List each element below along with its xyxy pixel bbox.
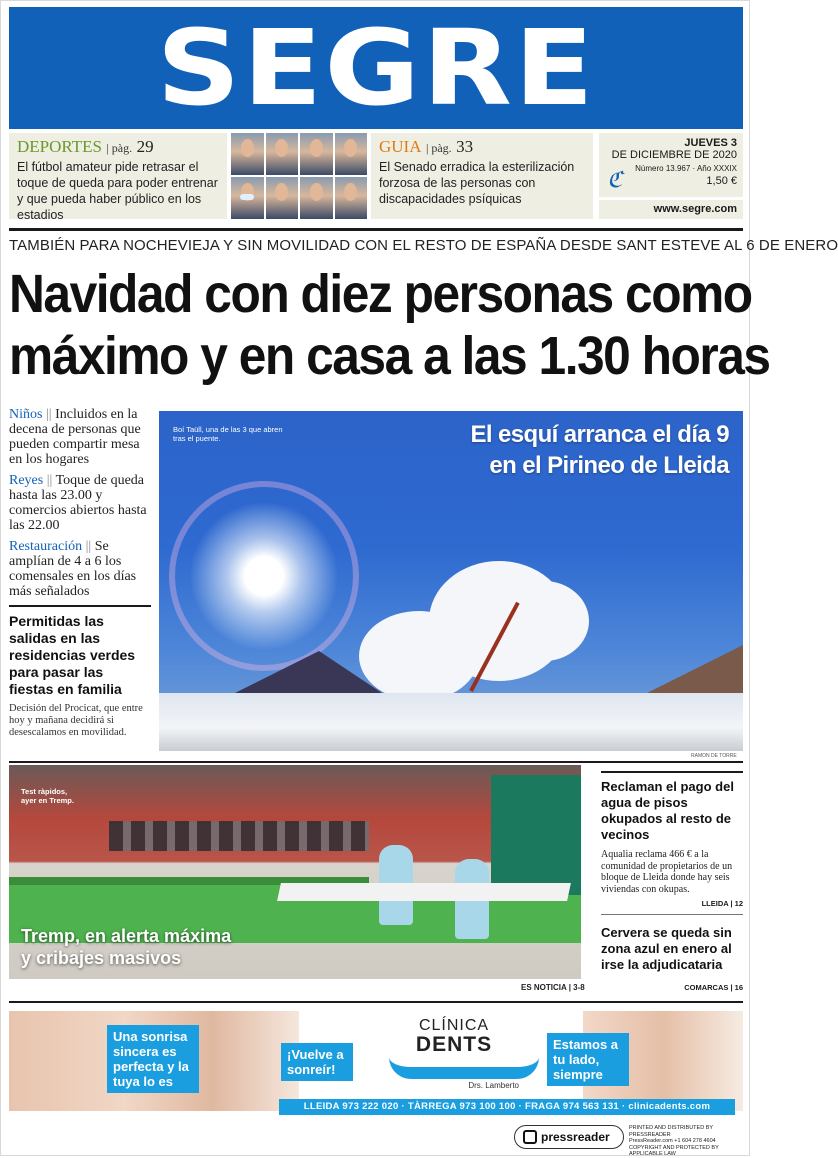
- divider: [9, 1001, 743, 1003]
- snow-slope: [159, 693, 743, 751]
- photo-credit: RAMON DE TORRE: [691, 753, 737, 759]
- brief-sep: ||: [45, 407, 52, 422]
- teaser-sep: |: [106, 141, 112, 155]
- teaser-text: El Senado erradica la esterilización forzosa de las personas con discapacidades psíquicas: [379, 160, 575, 206]
- briefs-list: [9, 407, 151, 599]
- ad-bubble: ¡Vuelve a sonreír!: [281, 1043, 353, 1081]
- brief-head: Reyes: [9, 473, 44, 488]
- logo-line: DENTS: [415, 1033, 493, 1056]
- ad-bubble: Estamos a tu lado, siempre: [547, 1033, 629, 1086]
- pressreader-button[interactable]: [514, 1125, 624, 1149]
- teaser-page-label: pàg.: [111, 141, 133, 155]
- brief-text: Se amplían de 4 a 6 los comensales en los días más señalados: [9, 539, 137, 599]
- divider: [9, 605, 151, 607]
- tremp-headline-line: y cribajes masivos: [21, 948, 182, 968]
- face-photo: [300, 133, 333, 175]
- tremp-headline[interactable]: [21, 925, 231, 969]
- clinica-dents-logo: [389, 1017, 519, 1090]
- teaser-section: DEPORTES: [17, 137, 102, 156]
- brief-text: Toque de queda hasta las 23.00 y comercios abiertos hasta las 22.00: [9, 473, 147, 533]
- brief-item: [9, 407, 151, 467]
- clinica-dents-ad[interactable]: [9, 1011, 743, 1119]
- teaser-page-number: 29: [136, 137, 154, 156]
- brief-text: Incluidos en la decena de personas que pueden compartir mesa en los hogares: [9, 407, 141, 467]
- edition-day: JUEVES 3: [684, 137, 737, 149]
- teaser-deportes[interactable]: [9, 133, 227, 222]
- teaser-sep: |: [425, 141, 432, 155]
- logo-line: CLÍNICA: [418, 1017, 490, 1034]
- brief-head: Restauración: [9, 539, 83, 554]
- residencias-headline[interactable]: Permitidas las salidas en las residencias verdes para pasar las fiestas en familia: [9, 613, 136, 697]
- ad-contact-strip[interactable]: LLEIDA 973 222 020 · TÀRREGA 973 100 100 · FRAGA 974 563 131 · clinicadents.com: [279, 1099, 735, 1115]
- sun: [189, 501, 339, 651]
- divider: [9, 228, 743, 231]
- face-photo: [231, 177, 264, 219]
- pressreader-info-line: PressReader.com +1 604 278 4604: [629, 1138, 716, 1144]
- headline-line: Navidad con diez personas como: [9, 264, 752, 324]
- date-block: [599, 133, 743, 219]
- snow-cloud: [499, 581, 589, 661]
- teaser-bar: [9, 133, 743, 222]
- left-column: [9, 407, 151, 739]
- face-photo: [266, 133, 299, 175]
- brief-item: [9, 539, 151, 599]
- face-photo: [335, 177, 368, 219]
- ski-caption: Boí Taüll, una de las 3 que abren tras el puente.: [173, 425, 283, 443]
- teaser-page-number: 33: [456, 137, 474, 156]
- face-photo: [335, 133, 368, 175]
- okupados-headline[interactable]: Reclaman el pago del agua de pisos okupados al resto de vecinos: [601, 779, 734, 842]
- divider: [601, 914, 743, 915]
- brief-sep: ||: [46, 473, 53, 488]
- teaser-guia[interactable]: [371, 133, 593, 219]
- edition-issue: Número 13.967 · Año XXXIX: [635, 164, 737, 173]
- okupados-summary: Aqualia reclama 466 € a la comunidad de propietarios de un bloque de Lleida donde hay seis viviendas con okupas.: [601, 849, 733, 895]
- website-link[interactable]: www.segre.com: [599, 200, 743, 219]
- logo-line: Drs. Lamberto: [468, 1081, 519, 1090]
- green-tent: [491, 775, 581, 895]
- edition-price: 1,50 €: [706, 175, 737, 187]
- masthead-logo: SEGRE: [156, 7, 596, 129]
- faces-photo-grid: [231, 133, 367, 219]
- cervera-page-ref: COMARCAS | 16: [684, 983, 743, 992]
- edition-date: DE DICIEMBRE DE 2020: [611, 149, 737, 161]
- tremp-page-ref: ES NOTICIA | 3-8: [521, 983, 585, 992]
- footer: [9, 1125, 743, 1157]
- face-photo: [231, 133, 264, 175]
- right-column: [601, 771, 743, 992]
- ski-headline[interactable]: [471, 419, 729, 481]
- tremp-photo[interactable]: [9, 765, 581, 979]
- main-headline[interactable]: [9, 263, 770, 387]
- test-table: [277, 883, 571, 901]
- divider: [601, 771, 743, 773]
- seated-people: [109, 821, 369, 851]
- teaser-section: GUIA: [379, 137, 422, 156]
- pressreader-info-line: COPYRIGHT AND PROTECTED BY APPLICABLE LAW: [629, 1144, 719, 1157]
- ski-headline-line: en el Pirineo de Lleida: [489, 452, 729, 479]
- residencias-summary: Decisión del Procicat, que entre hoy y mañana decidirá si desescalamos en movilidad.: [9, 703, 143, 738]
- pressreader-info-line: PRINTED AND DISTRIBUTED BY PRESSREADER: [629, 1125, 713, 1138]
- brief-item: [9, 473, 151, 533]
- face-photo: [266, 177, 299, 219]
- seal-icon: ℭ: [607, 167, 623, 192]
- teaser-page-label: pàg.: [431, 141, 452, 155]
- ski-photo[interactable]: [159, 411, 743, 751]
- tremp-headline-line: Tremp, en alerta máxima: [21, 926, 232, 946]
- teaser-text: El fútbol amateur pide retrasar el toque de queda para poder entrenar y que pueda haber público en los estadios: [17, 160, 218, 222]
- pressreader-info: [629, 1125, 749, 1158]
- masthead: [9, 7, 743, 129]
- smile-icon: [389, 1057, 539, 1079]
- okupados-page-ref: LLEIDA | 12: [701, 899, 743, 908]
- cervera-headline[interactable]: Cervera se queda sin zona azul en enero al irse la adjudicataria: [601, 925, 732, 972]
- brief-head: Niños: [9, 407, 43, 422]
- face-photo: [300, 177, 333, 219]
- brief-sep: ||: [85, 539, 92, 554]
- ski-headline-line: El esquí arranca el día 9: [470, 421, 729, 448]
- tremp-caption-line: Test ràpidos,: [21, 787, 68, 796]
- pressreader-label: pressreader: [541, 1130, 610, 1144]
- pressreader-icon: [523, 1130, 537, 1144]
- tremp-caption-line: ayer en Tremp.: [21, 796, 74, 805]
- ad-bubble: Una sonrisa sincera es perfecta y la tuya lo es: [107, 1025, 199, 1093]
- tremp-caption: [21, 787, 74, 805]
- headline-kicker: TAMBIÉN PARA NOCHEVIEJA Y SIN MOVILIDAD CON EL RESTO DE ESPAÑA DESDE SANT ESTEVE AL 6 DE ENERO: [9, 237, 838, 254]
- divider: [9, 761, 743, 763]
- headline-line: máximo y en casa a las 1.30 horas: [9, 326, 770, 386]
